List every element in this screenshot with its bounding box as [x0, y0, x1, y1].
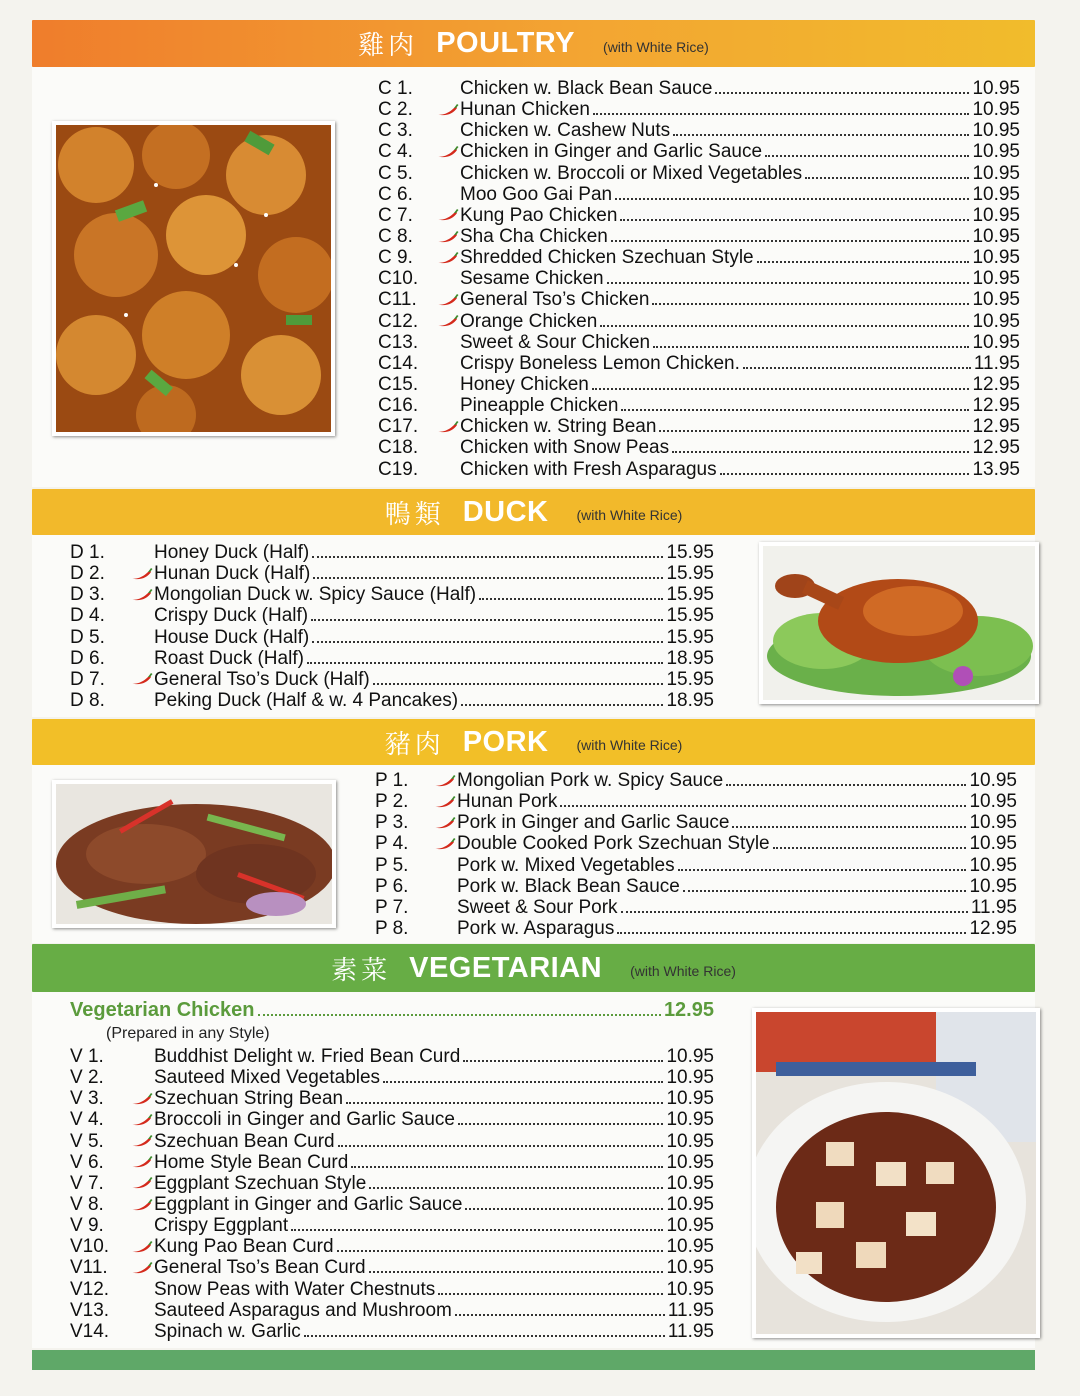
item-code: C15.	[378, 373, 419, 395]
chili-pepper-icon	[434, 314, 460, 328]
item-price: 11.95	[973, 352, 1020, 374]
item-price: 15.95	[666, 542, 714, 563]
leader-dots	[312, 641, 663, 643]
item-price: 10.95	[972, 331, 1020, 353]
item-name: Honey Chicken	[460, 373, 589, 395]
item-code: P 6.	[375, 875, 409, 897]
leader-dots	[678, 869, 967, 871]
menu-item	[375, 791, 1017, 812]
item-price: 15.95	[666, 605, 714, 627]
menu-item	[378, 353, 1020, 374]
leader-dots	[611, 240, 970, 242]
item-price: 10.95	[666, 1278, 714, 1300]
item-name: Snow Peas with Water Chestnuts	[154, 1278, 436, 1300]
leader-dots	[765, 155, 969, 157]
item-code: P 2.	[375, 791, 409, 813]
chili-pepper-icon	[431, 837, 457, 851]
item-price: 10.95	[969, 791, 1017, 813]
menu-item	[70, 1109, 714, 1130]
item-name: Peking Duck (Half & w. 4 Pancakes)	[154, 689, 459, 711]
item-name: Double Cooked Pork Szechuan Style	[457, 833, 770, 855]
menu-item	[378, 247, 1020, 268]
item-code: P 3.	[375, 812, 409, 834]
item-code: C16.	[378, 395, 419, 417]
item-code: V 9.	[70, 1215, 104, 1237]
menu-item	[70, 669, 714, 690]
item-name: Sauteed Mixed Vegetables	[154, 1067, 381, 1089]
item-code: C 9.	[378, 247, 413, 269]
item-code: V12.	[70, 1278, 110, 1300]
item-price: 10.95	[972, 225, 1020, 247]
menu-item	[70, 1046, 714, 1067]
menu-item	[70, 563, 714, 584]
item-name: Chicken in Ginger and Garlic Sauce	[460, 141, 763, 163]
item-price: 10.95	[666, 1109, 714, 1131]
item-name: Roast Duck (Half)	[154, 647, 304, 669]
leader-dots	[338, 1145, 664, 1147]
chili-pepper-icon	[128, 1240, 154, 1254]
menu-item	[378, 226, 1020, 247]
item-code: V11.	[70, 1257, 108, 1279]
item-price: 12.95	[972, 395, 1020, 417]
leader-dots	[726, 784, 966, 786]
menu-item	[70, 1321, 714, 1342]
item-price: 18.95	[666, 647, 714, 669]
chili-pepper-icon	[434, 251, 460, 265]
item-price: 11.95	[667, 1320, 714, 1342]
menu-item	[378, 332, 1020, 353]
item-price: 10.95	[972, 162, 1020, 184]
chili-pepper-icon	[128, 1155, 154, 1169]
item-price: 10.95	[666, 1257, 714, 1279]
item-price: 10.95	[969, 875, 1017, 897]
item-name: Szechuan Bean Curd	[154, 1130, 335, 1152]
chili-pepper-icon	[431, 774, 457, 788]
item-name: Chicken w. String Bean	[460, 416, 657, 438]
item-price: 10.95	[972, 78, 1020, 99]
chili-pepper-icon	[434, 208, 460, 222]
menu-item	[70, 1152, 714, 1173]
vegetarian-chinese-title: 素菜	[331, 955, 392, 986]
leader-dots	[715, 92, 969, 94]
item-code: V 1.	[70, 1046, 104, 1067]
item-price: 15.95	[666, 563, 714, 585]
item-price: 10.95	[969, 770, 1017, 791]
leader-dots	[479, 598, 663, 600]
item-price: 10.95	[969, 833, 1017, 855]
vegetarian-feature	[70, 997, 714, 1047]
menu-item	[375, 833, 1017, 854]
leader-dots	[463, 1060, 663, 1062]
item-code: V 7.	[70, 1172, 104, 1194]
item-code: C12.	[378, 310, 419, 332]
item-name: Eggplant Szechuan Style	[154, 1172, 367, 1194]
photo-mongolian-pork	[52, 780, 336, 928]
item-code: V 2.	[70, 1067, 104, 1089]
item-price: 10.95	[972, 183, 1020, 205]
leader-dots	[351, 1166, 663, 1168]
photo-orange-chicken	[52, 121, 335, 436]
leader-dots	[600, 325, 969, 327]
menu-item	[378, 99, 1020, 120]
item-name: Broccoli in Ginger and Garlic Sauce	[154, 1109, 455, 1131]
pork-title: PORK	[462, 725, 549, 758]
item-price: 18.95	[666, 689, 714, 711]
item-price: 10.95	[666, 1130, 714, 1152]
item-price: 11.95	[970, 896, 1017, 918]
chili-pepper-icon	[128, 567, 154, 581]
item-name: Chicken with Snow Peas	[460, 437, 670, 459]
leader-dots	[307, 662, 664, 664]
item-price: 10.95	[666, 1088, 714, 1110]
vegetarian-chicken-row	[70, 997, 714, 1023]
item-price: 15.95	[666, 668, 714, 690]
item-name: Shredded Chicken Szechuan Style	[460, 247, 754, 269]
leader-dots	[757, 261, 970, 263]
leader-dots	[383, 1081, 663, 1083]
item-name: Sweet & Sour Pork	[457, 896, 618, 918]
leader-dots	[621, 911, 968, 913]
leader-dots	[438, 1293, 663, 1295]
duck-list	[70, 542, 714, 711]
photo-szechuan-bean-curd	[752, 1008, 1040, 1338]
item-price: 10.95	[666, 1193, 714, 1215]
item-name: Sha Cha Chicken	[460, 225, 608, 247]
item-name: Spinach w. Garlic	[154, 1320, 301, 1342]
item-price: 10.95	[972, 204, 1020, 226]
chili-pepper-icon	[431, 795, 457, 809]
item-code: V13.	[70, 1299, 110, 1321]
item-price: 10.95	[666, 1067, 714, 1089]
menu-item	[70, 542, 714, 563]
item-code: C 4.	[378, 141, 413, 163]
item-name: Pork w. Mixed Vegetables	[457, 854, 675, 876]
chili-pepper-icon	[128, 1113, 154, 1127]
leader-dots	[560, 805, 966, 807]
leader-dots	[304, 1335, 665, 1337]
item-name: Hunan Pork	[457, 791, 558, 813]
item-price: 10.95	[972, 268, 1020, 290]
item-code: D 1.	[70, 542, 105, 563]
item-name: General Tso’s Chicken	[460, 289, 650, 311]
item-price: 12.95	[972, 373, 1020, 395]
item-code: V 6.	[70, 1151, 104, 1173]
item-price: 10.95	[666, 1215, 714, 1237]
item-code: D 8.	[70, 689, 105, 711]
item-name: House Duck (Half)	[154, 626, 310, 648]
item-code: D 7.	[70, 668, 105, 690]
poultry-header	[32, 20, 1035, 67]
item-code: C14.	[378, 352, 419, 374]
menu-item	[375, 812, 1017, 833]
item-code: D 6.	[70, 647, 105, 669]
leader-dots	[743, 367, 971, 369]
leader-dots	[615, 198, 969, 200]
leader-dots	[373, 683, 664, 685]
item-name: Sweet & Sour Chicken	[460, 331, 651, 353]
item-price: 10.95	[972, 141, 1020, 163]
leader-dots	[673, 134, 969, 136]
leader-dots	[291, 1229, 663, 1231]
item-code: C 7.	[378, 204, 413, 226]
menu-item	[70, 1194, 714, 1215]
menu-item	[378, 437, 1020, 458]
menu-item	[378, 395, 1020, 416]
leader-dots	[455, 1314, 665, 1316]
item-code: V 8.	[70, 1193, 104, 1215]
menu-item	[378, 268, 1020, 289]
item-name: Pineapple Chicken	[460, 395, 619, 417]
vegetarian-list	[70, 1046, 714, 1342]
menu-item	[378, 374, 1020, 395]
chili-pepper-icon	[128, 1198, 154, 1212]
leader-dots	[369, 1187, 663, 1189]
pork-note: (with White Rice)	[576, 737, 683, 753]
item-name: Chicken w. Broccoli or Mixed Vegetables	[460, 162, 803, 184]
chili-pepper-icon	[434, 230, 460, 244]
menu-item	[70, 1279, 714, 1300]
item-price: 10.95	[972, 289, 1020, 311]
leader-dots	[652, 303, 969, 305]
item-name: Hunan Duck (Half)	[154, 563, 311, 585]
item-price: 15.95	[666, 626, 714, 648]
chili-pepper-icon	[128, 672, 154, 686]
menu-item	[70, 690, 714, 711]
item-code: C17.	[378, 416, 419, 438]
leader-dots	[312, 556, 663, 558]
leader-dots	[732, 826, 966, 828]
item-name: Pork w. Asparagus	[457, 917, 615, 939]
leader-dots	[458, 1123, 663, 1125]
poultry-title: POULTRY	[436, 27, 576, 59]
bottom-bar	[32, 1350, 1035, 1370]
chili-pepper-icon	[434, 293, 460, 307]
item-code: P 1.	[375, 770, 409, 791]
chili-pepper-icon	[128, 1134, 154, 1148]
item-code: C 1.	[378, 78, 413, 99]
item-code: P 5.	[375, 854, 409, 876]
menu-item	[378, 78, 1020, 99]
item-name: Szechuan String Bean	[154, 1088, 344, 1110]
menu-item	[378, 163, 1020, 184]
menu-item	[375, 770, 1017, 791]
menu-item	[378, 289, 1020, 310]
duck-chinese-title: 鴨類	[384, 499, 445, 530]
chili-pepper-icon	[434, 145, 460, 159]
poultry-note: (with White Rice)	[603, 38, 709, 55]
photo-roast-duck	[759, 542, 1039, 704]
item-code: P 7.	[375, 896, 409, 918]
item-price: 10.95	[972, 310, 1020, 332]
item-price: 10.95	[666, 1236, 714, 1258]
leader-dots	[607, 282, 970, 284]
chili-pepper-icon	[128, 1261, 154, 1275]
item-name: Chicken w. Cashew Nuts	[460, 120, 671, 142]
item-name: Buddhist Delight w. Fried Bean Curd	[154, 1046, 461, 1067]
item-name: Pork in Ginger and Garlic Sauce	[457, 812, 730, 834]
vegetarian-title: VEGETARIAN	[409, 951, 603, 984]
pork-header	[32, 719, 1035, 765]
leader-dots	[659, 430, 969, 432]
item-code: P 8.	[375, 917, 409, 939]
chili-pepper-icon	[128, 588, 154, 602]
pork-list	[375, 770, 1017, 939]
item-name: General Tso’s Bean Curd	[154, 1257, 366, 1279]
menu-item	[70, 1300, 714, 1321]
item-code: P 4.	[375, 833, 409, 855]
item-code: C 5.	[378, 162, 413, 184]
item-name: Pork w. Black Bean Sauce	[457, 875, 680, 897]
leader-dots	[683, 890, 967, 892]
leader-dots	[346, 1102, 663, 1104]
pork-chinese-title: 豬肉	[384, 729, 445, 760]
menu-item	[70, 1088, 714, 1109]
menu-item	[375, 876, 1017, 897]
item-code: V10.	[70, 1236, 110, 1258]
menu-item	[378, 459, 1020, 480]
item-name: Crispy Boneless Lemon Chicken.	[460, 352, 740, 374]
item-name: Mongolian Duck w. Spicy Sauce (Half)	[154, 584, 477, 606]
leader-dots	[805, 177, 969, 179]
item-price: 10.95	[666, 1172, 714, 1194]
leader-dots	[313, 577, 663, 579]
item-code: V 4.	[70, 1109, 104, 1131]
item-name: Orange Chicken	[460, 310, 598, 332]
item-code: C 6.	[378, 183, 413, 205]
item-code: V 5.	[70, 1130, 104, 1152]
menu-item	[70, 1236, 714, 1257]
leader-dots	[592, 388, 970, 390]
item-name: Eggplant in Ginger and Garlic Sauce	[154, 1193, 463, 1215]
item-name: Moo Goo Gai Pan	[460, 183, 613, 205]
item-price: 10.95	[666, 1046, 714, 1067]
leader-dots	[773, 847, 967, 849]
item-price: 10.95	[969, 854, 1017, 876]
duck-header	[32, 489, 1035, 535]
menu-item	[378, 184, 1020, 205]
chili-pepper-icon	[431, 816, 457, 830]
chili-pepper-icon	[128, 1176, 154, 1190]
leader-dots	[311, 619, 663, 621]
leader-dots	[461, 704, 663, 706]
leader-dots	[620, 219, 969, 221]
item-price: 10.95	[972, 99, 1020, 121]
item-price: 11.95	[667, 1299, 714, 1321]
item-price: 13.95	[972, 458, 1020, 480]
leader-dots	[653, 346, 969, 348]
item-code: C 2.	[378, 99, 413, 121]
menu-item	[378, 141, 1020, 162]
menu-item	[70, 1215, 714, 1236]
duck-note: (with White Rice)	[576, 507, 683, 523]
leader-dots	[369, 1271, 664, 1273]
item-name: Sesame Chicken	[460, 268, 604, 290]
item-code: V 3.	[70, 1088, 104, 1110]
item-name: Crispy Eggplant	[154, 1215, 289, 1237]
vegetarian-header	[32, 944, 1035, 992]
leader-dots	[258, 1014, 661, 1016]
item-code: C13.	[378, 331, 419, 353]
item-code: C19.	[378, 458, 419, 480]
poultry-chinese-title: 雞肉	[358, 31, 419, 61]
menu-item	[375, 918, 1017, 939]
item-code: C18.	[378, 437, 419, 459]
duck-title: DUCK	[462, 495, 549, 528]
item-name: Chicken with Fresh Asparagus	[460, 458, 717, 480]
item-code: D 4.	[70, 605, 105, 627]
item-name: Kung Pao Chicken	[460, 204, 618, 226]
item-name: Hunan Chicken	[460, 99, 590, 121]
item-code: C 8.	[378, 225, 413, 247]
item-name: Crispy Duck (Half)	[154, 605, 309, 627]
item-price: 15.95	[666, 584, 714, 606]
menu-item	[378, 120, 1020, 141]
chili-pepper-icon	[434, 103, 460, 117]
vegetarian-note: (with White Rice)	[630, 963, 736, 979]
menu-item	[70, 605, 714, 626]
chili-pepper-icon	[434, 420, 460, 434]
item-price: 12.95	[969, 917, 1017, 939]
item-name: Honey Duck (Half)	[154, 542, 310, 563]
item-code: D 2.	[70, 563, 105, 585]
leader-dots	[593, 113, 970, 115]
item-price: 10.95	[969, 812, 1017, 834]
menu-item	[375, 855, 1017, 876]
menu-item	[378, 311, 1020, 332]
item-code: D 3.	[70, 584, 105, 606]
vegetarian-chicken-price: 12.95	[663, 999, 714, 1021]
item-price: 10.95	[666, 1151, 714, 1173]
item-code: D 5.	[70, 626, 105, 648]
item-price: 12.95	[972, 416, 1020, 438]
menu-item	[70, 1257, 714, 1278]
poultry-list	[378, 78, 1020, 480]
menu-item	[70, 584, 714, 605]
item-price: 10.95	[972, 247, 1020, 269]
vegetarian-chicken-note: (Prepared in any Style)	[106, 1025, 270, 1042]
leader-dots	[617, 932, 966, 934]
menu-item	[378, 205, 1020, 226]
leader-dots	[720, 473, 970, 475]
item-code: C11.	[378, 289, 417, 311]
item-name: Sauteed Asparagus and Mushroom	[154, 1299, 452, 1321]
chili-pepper-icon	[128, 1092, 154, 1106]
leader-dots	[337, 1250, 664, 1252]
item-code: C10.	[378, 268, 419, 290]
leader-dots	[621, 409, 969, 411]
vegetarian-chicken-name: Vegetarian Chicken	[70, 999, 255, 1021]
item-price: 10.95	[972, 120, 1020, 142]
menu-item	[378, 416, 1020, 437]
leader-dots	[465, 1208, 663, 1210]
menu-item	[70, 1173, 714, 1194]
menu-item	[70, 1067, 714, 1088]
item-price: 12.95	[972, 437, 1020, 459]
menu-item	[70, 1131, 714, 1152]
menu-item	[70, 648, 714, 669]
item-name: Mongolian Pork w. Spicy Sauce	[457, 770, 724, 791]
item-name: Kung Pao Bean Curd	[154, 1236, 334, 1258]
item-name: General Tso’s Duck (Half)	[154, 668, 370, 690]
item-code: C 3.	[378, 120, 413, 142]
item-code: V14.	[70, 1320, 110, 1342]
menu-item	[375, 897, 1017, 918]
leader-dots	[672, 451, 969, 453]
item-name: Chicken w. Black Bean Sauce	[460, 78, 713, 99]
menu-item	[70, 627, 714, 648]
item-name: Home Style Bean Curd	[154, 1151, 349, 1173]
